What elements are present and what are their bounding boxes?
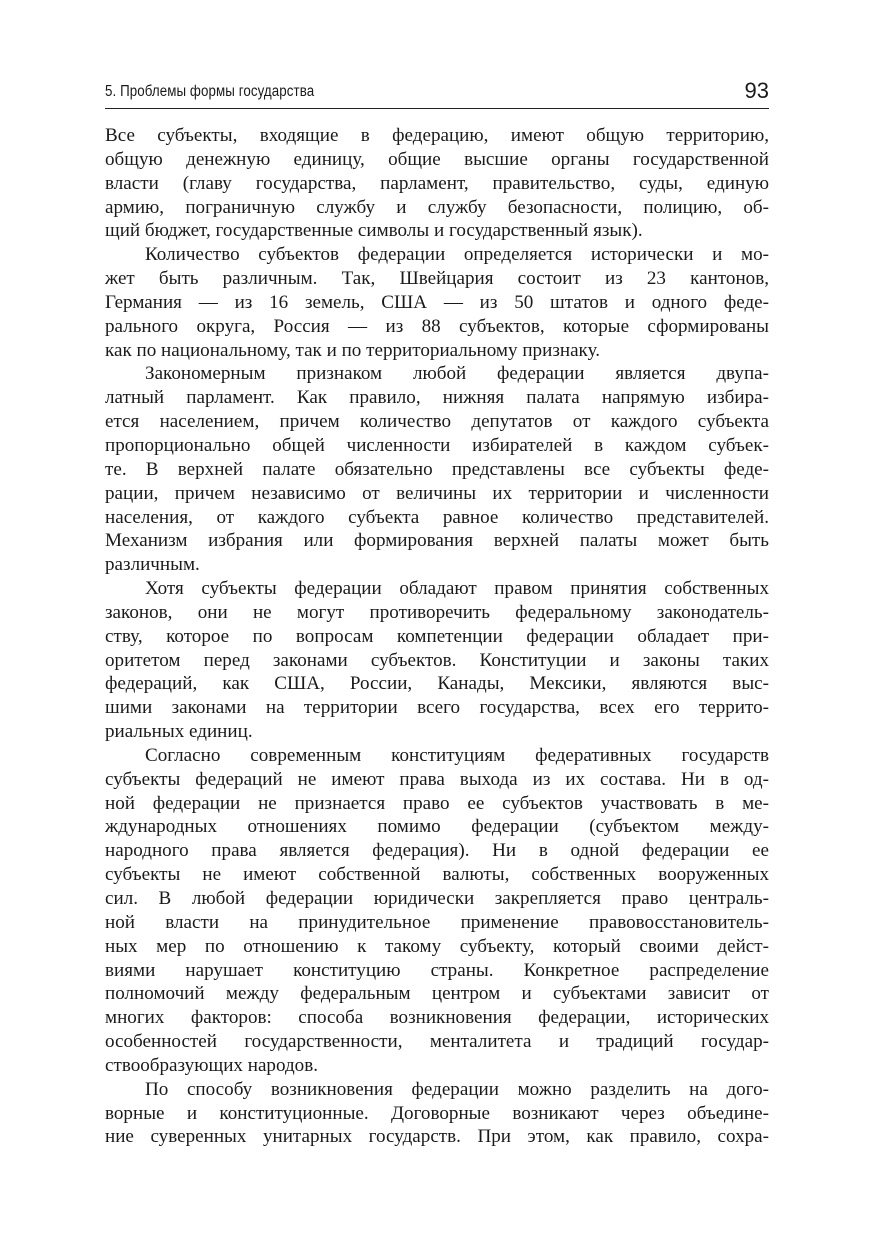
chapter-title: 5. Проблемы формы государства: [105, 83, 315, 100]
text-line: ству, которое по вопросам компетенции федерации обладает при-: [105, 625, 769, 647]
body-text: [105, 124, 769, 1149]
text-line: различным.: [105, 554, 200, 576]
text-line: ется населением, причем количество депутатов от каждого субъекта: [105, 411, 769, 433]
text-line: рального округа, Россия — из 88 субъектов, которые сформированы: [105, 315, 769, 337]
text-line: виями нарушает конституцию страны. Конкретное распределение: [105, 959, 769, 981]
text-line: законов, они не могут противоречить федеральному законодатель-: [105, 601, 769, 623]
text-line: ной власти на принудительное применение правовосстановитель-: [105, 911, 769, 933]
running-header: [105, 80, 769, 109]
text-line: оритетом перед законами субъектов. Конституции и законы таких: [105, 649, 769, 671]
text-line: Механизм избрания или формирования верхней палаты может быть: [105, 530, 769, 552]
text-line: сил. В любой федерации юридически закрепляется право централь-: [105, 888, 769, 909]
text-line: ворные и конституционные. Договорные возникают через объедине-: [105, 1102, 769, 1124]
text-line: Все субъекты, входящие в федерацию, имеют общую территорию,: [105, 125, 769, 146]
page-number: 93: [744, 78, 769, 103]
text-line: рации, причем независимо от величины их территории и численности: [105, 482, 769, 504]
text-line: ной федерации не признается право ее субъектов участвовать в ме-: [105, 792, 769, 814]
text-line: те. В верхней палате обязательно представлены все субъекты феде-: [105, 458, 769, 480]
text-line: общую денежную единицу, общие высшие органы государственной: [105, 148, 769, 170]
text-line: субъекты не имеют собственной валюты, собственных вооруженных: [105, 864, 769, 886]
text-line: особенностей государственности, менталитета и традиций государ-: [105, 1031, 769, 1053]
text-line: Закономерным признаком любой федерации является двупа-: [145, 363, 769, 385]
text-line: пропорционально общей численности избирателей в каждом субъек-: [105, 434, 769, 456]
text-line: ждународных отношениях помимо федерации (субъектом между-: [105, 816, 769, 838]
text-line: риальных единиц.: [105, 721, 253, 743]
text-line: полномочий между федеральным центром и субъектами зависит от: [105, 983, 769, 1005]
text-line: населения, от каждого субъекта равное количество представителей.: [105, 506, 769, 528]
text-line: ствообразующих народов.: [105, 1054, 319, 1076]
text-line: щий бюджет, государственные символы и государственный язык).: [105, 220, 643, 242]
text-line: федераций, как США, России, Канады, Мексики, являются выс-: [105, 673, 769, 695]
text-line: По способу возникновения федерации можно разделить на дого-: [145, 1078, 769, 1100]
text-line: Количество субъектов федерации определяется исторически и мо-: [145, 244, 769, 266]
text-line: ние суверенных унитарных государств. При этом, как правило, сохра-: [105, 1126, 769, 1148]
text-line: армию, пограничную службу и службу безопасности, полицию, об-: [105, 196, 769, 218]
text-line: Согласно современным конституциям федеративных государств: [145, 744, 769, 766]
text-line: латный парламент. Как правило, нижняя палата напрямую избира-: [105, 387, 769, 409]
text-line: шими законами на территории всего государства, всех его террито-: [105, 697, 769, 719]
text-line: субъекты федераций не имеют права выхода из их состава. Ни в од-: [105, 768, 769, 790]
text-line: народного права является федерация). Ни в одной федерации ее: [105, 840, 769, 862]
text-line: власти (главу государства, парламент, правительство, суды, единую: [105, 172, 769, 194]
text-line: жет быть различным. Так, Швейцария состоит из 23 кантонов,: [105, 268, 769, 290]
text-line: как по национальному, так и по территориальному признаку.: [105, 339, 600, 361]
text-line: ных мер по отношению к такому субъекту, который своими дейст-: [105, 935, 769, 957]
text-line: многих факторов: способа возникновения федерации, исторических: [105, 1007, 769, 1029]
text-line: Хотя субъекты федерации обладают правом принятия собственных: [145, 578, 769, 600]
text-line: Германия — из 16 земель, США — из 50 штатов и одного феде-: [105, 291, 769, 313]
